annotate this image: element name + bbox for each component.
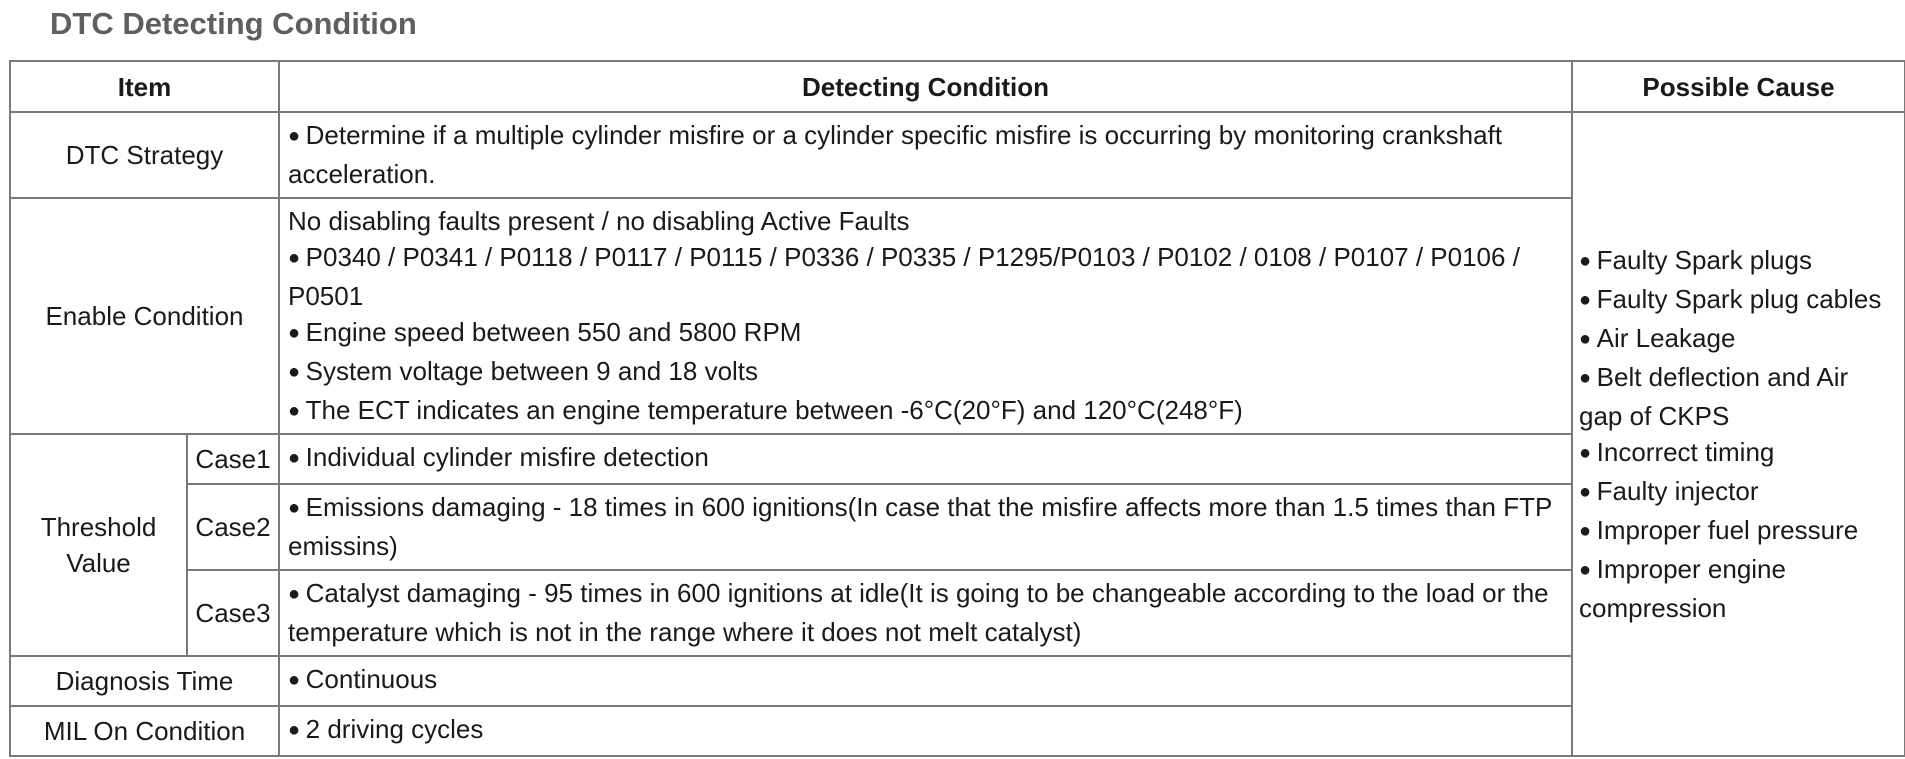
case2-text: ● Emissions damaging - 18 times in 600 ignitions(In case that the misfire affects more than 1.5 times than FTP emissins) [288, 489, 1563, 564]
label-enable-condition: Enable Condition [10, 198, 279, 434]
mil-text: ● 2 driving cycles [288, 711, 1563, 750]
label-diagnosis-time: Diagnosis Time [10, 656, 279, 706]
cause-item: ● Faulty injector [1579, 473, 1898, 512]
cause-item: ● Incorrect timing [1579, 434, 1898, 473]
label-dtc-strategy: DTC Strategy [10, 112, 279, 198]
mil-detail [279, 706, 1572, 756]
strategy-detail [279, 112, 1572, 198]
cause-item: ● Faulty Spark plug cables [1579, 281, 1898, 320]
diagnosis-detail [279, 656, 1572, 706]
cause-item: ● Air Leakage [1579, 320, 1898, 359]
enable-intro: No disabling faults present / no disabling Active Faults [288, 206, 910, 236]
cause-item: ● Improper fuel pressure [1579, 512, 1898, 551]
enable-line: ● Engine speed between 550 and 5800 RPM [288, 314, 1563, 353]
header-possible-cause: Possible Cause [1572, 61, 1905, 112]
enable-detail [279, 198, 1572, 434]
case3-detail [279, 570, 1572, 656]
enable-line: ● The ECT indicates an engine temperature between -6°C(20°F) and 120°C(248°F) [288, 392, 1563, 431]
diagnosis-text: ● Continuous [288, 661, 1563, 700]
cause-item: ● Belt deflection and Air gap of CKPS [1579, 359, 1898, 434]
label-threshold-value: Threshold Value [10, 434, 187, 656]
header-detecting-condition: Detecting Condition [279, 61, 1572, 112]
header-row [10, 61, 1905, 112]
row-dtc-strategy [10, 112, 1905, 198]
case2-detail [279, 484, 1572, 570]
case3-text: ● Catalyst damaging - 95 times in 600 ignitions at idle(It is going to be changeable according to the load or the temperature which is not in the range where it does not melt catalyst) [288, 575, 1563, 650]
case1-label: Case1 [187, 434, 279, 484]
case1-text: ● Individual cylinder misfire detection [288, 439, 1563, 478]
case1-detail [279, 434, 1572, 484]
enable-line: ● System voltage between 9 and 18 volts [288, 353, 1563, 392]
case3-label: Case3 [187, 570, 279, 656]
possible-cause-cell [1572, 112, 1905, 756]
cause-item: ● Improper engine compression [1579, 551, 1898, 626]
label-mil-on-condition: MIL On Condition [10, 706, 279, 756]
strategy-line: ● Determine if a multiple cylinder misfire or a cylinder specific misfire is occurring by monitoring crankshaft acceleration. [288, 117, 1563, 192]
case2-label: Case2 [187, 484, 279, 570]
enable-line: ● P0340 / P0341 / P0118 / P0117 / P0115 / P0336 / P0335 / P1295/P0103 / P0102 / 0108 / P0107 / P0106 / P0501 [288, 239, 1563, 314]
cause-item: ● Faulty Spark plugs [1579, 242, 1898, 281]
page-title: DTC Detecting Condition [50, 6, 417, 41]
dtc-table [9, 60, 1905, 757]
header-item: Item [10, 61, 279, 112]
